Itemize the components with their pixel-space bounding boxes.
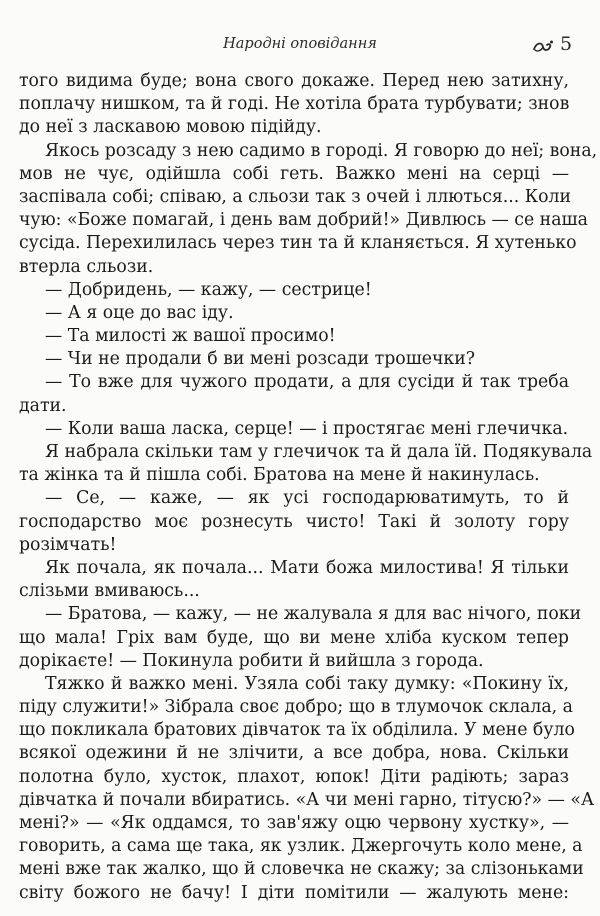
page-number: 5 bbox=[560, 33, 573, 55]
text-line: чую: «Боже помагай, і день вам добрий!» Дивлюсь — се наша bbox=[19, 210, 588, 231]
text-line: говорить, а сама ще така, як узлик. Джергочуть коло мене, а bbox=[19, 836, 583, 857]
text-line: — А я оце до вас іду. bbox=[45, 302, 234, 323]
text-line: — Добридень, — кажу, — сестрице! bbox=[45, 279, 372, 300]
text-line: Як почала, як почала... Мати божа милостива! Я тільки bbox=[45, 557, 569, 578]
text-line: втерла сльози. bbox=[19, 256, 154, 277]
text-line: полотна було, хусток, плахот, юпок! Діти радіють; зараз bbox=[19, 766, 569, 787]
text-line: дівчатка й почали вбиратись. «А чи мені гарно, тітусю?» — «А bbox=[19, 789, 595, 810]
text-line: та жінка та й пішла собі. Братова на мене й накинулась. bbox=[19, 465, 540, 486]
swirl-ornament-icon bbox=[532, 38, 554, 54]
text-line: поплачу нишком, та й годі. Не хотіла брата турбувати; знов bbox=[19, 94, 570, 115]
text-line: — Братова, — кажу, — не жалувала я для вас нічого, поки bbox=[45, 604, 582, 625]
text-line: що мала! Гріх вам буде, що ви мене хліба куском тепер bbox=[19, 627, 569, 648]
text-line: мов не чує, одійшла собі геть. Важко мені на серці — bbox=[19, 163, 569, 184]
text-line: — Коли ваша ласка, серце! — і простягає мені глечичка. bbox=[45, 418, 569, 439]
text-line: — Се, — каже, — як усі господарюватимуть, то й bbox=[45, 488, 569, 509]
text-line: до неї з ласкавою мовою підійду. bbox=[19, 117, 322, 138]
text-line: слізьми вмиваюсь... bbox=[19, 581, 200, 602]
text-line: того видима буде; вона свого докаже. Перед нею затихну, bbox=[19, 71, 569, 91]
text-line: піду служити!» Зібрала своє добро; що в тлумочок склала, а bbox=[19, 697, 573, 718]
text-line: заспівала собі; співаю, а сльози так з очей і ллються... Коли bbox=[19, 186, 572, 207]
running-header bbox=[0, 34, 600, 60]
text-line: — То вже для чужого продати, а для сусіди й так треба bbox=[45, 372, 569, 393]
text-line: всякої одежини й не злічити, а все добра, нова. Скільки bbox=[19, 743, 569, 764]
body-text bbox=[19, 70, 598, 905]
text-line: дати. bbox=[19, 395, 67, 416]
text-line: мені?» — «Як оддамся, то зав'яжу оцю червону хустку», — bbox=[19, 813, 569, 833]
text-line: Якось розсаду з нею садимо в городі. Я говорю до неї; вона, bbox=[45, 140, 598, 161]
text-line: мені вже так жалко, що й словечка не скажу; за слізоньками bbox=[19, 859, 584, 880]
text-line: Я набрала скільки там у глечичок та й дала їй. Подякувала bbox=[45, 442, 593, 462]
text-line: — Чи не продали б ви мені розсади трошечки? bbox=[45, 349, 475, 370]
text-line: світу божого не бачу! І діти помітили — жалують мене: bbox=[19, 882, 569, 903]
text-line: сусіда. Перехилилась через тин та й кланяється. Я хутенько bbox=[19, 233, 577, 254]
text-line: Тяжко й важко мені. Узяла собі таку думку: «Покину їх, bbox=[45, 673, 569, 694]
text-line: що покликала братових дівчаток та їх обділила. У мене було bbox=[19, 720, 575, 741]
text-line: дорікаєте! — Покинула робити й вийшла з города. bbox=[19, 650, 484, 671]
text-line: господарство моє рознесуть чисто! Такі й золоту гору bbox=[19, 511, 569, 532]
text-line: розімчать! bbox=[19, 534, 117, 555]
text-line: — Та милості ж вашої просимо! bbox=[45, 326, 336, 347]
running-header-title: Народні оповідання bbox=[223, 36, 377, 52]
